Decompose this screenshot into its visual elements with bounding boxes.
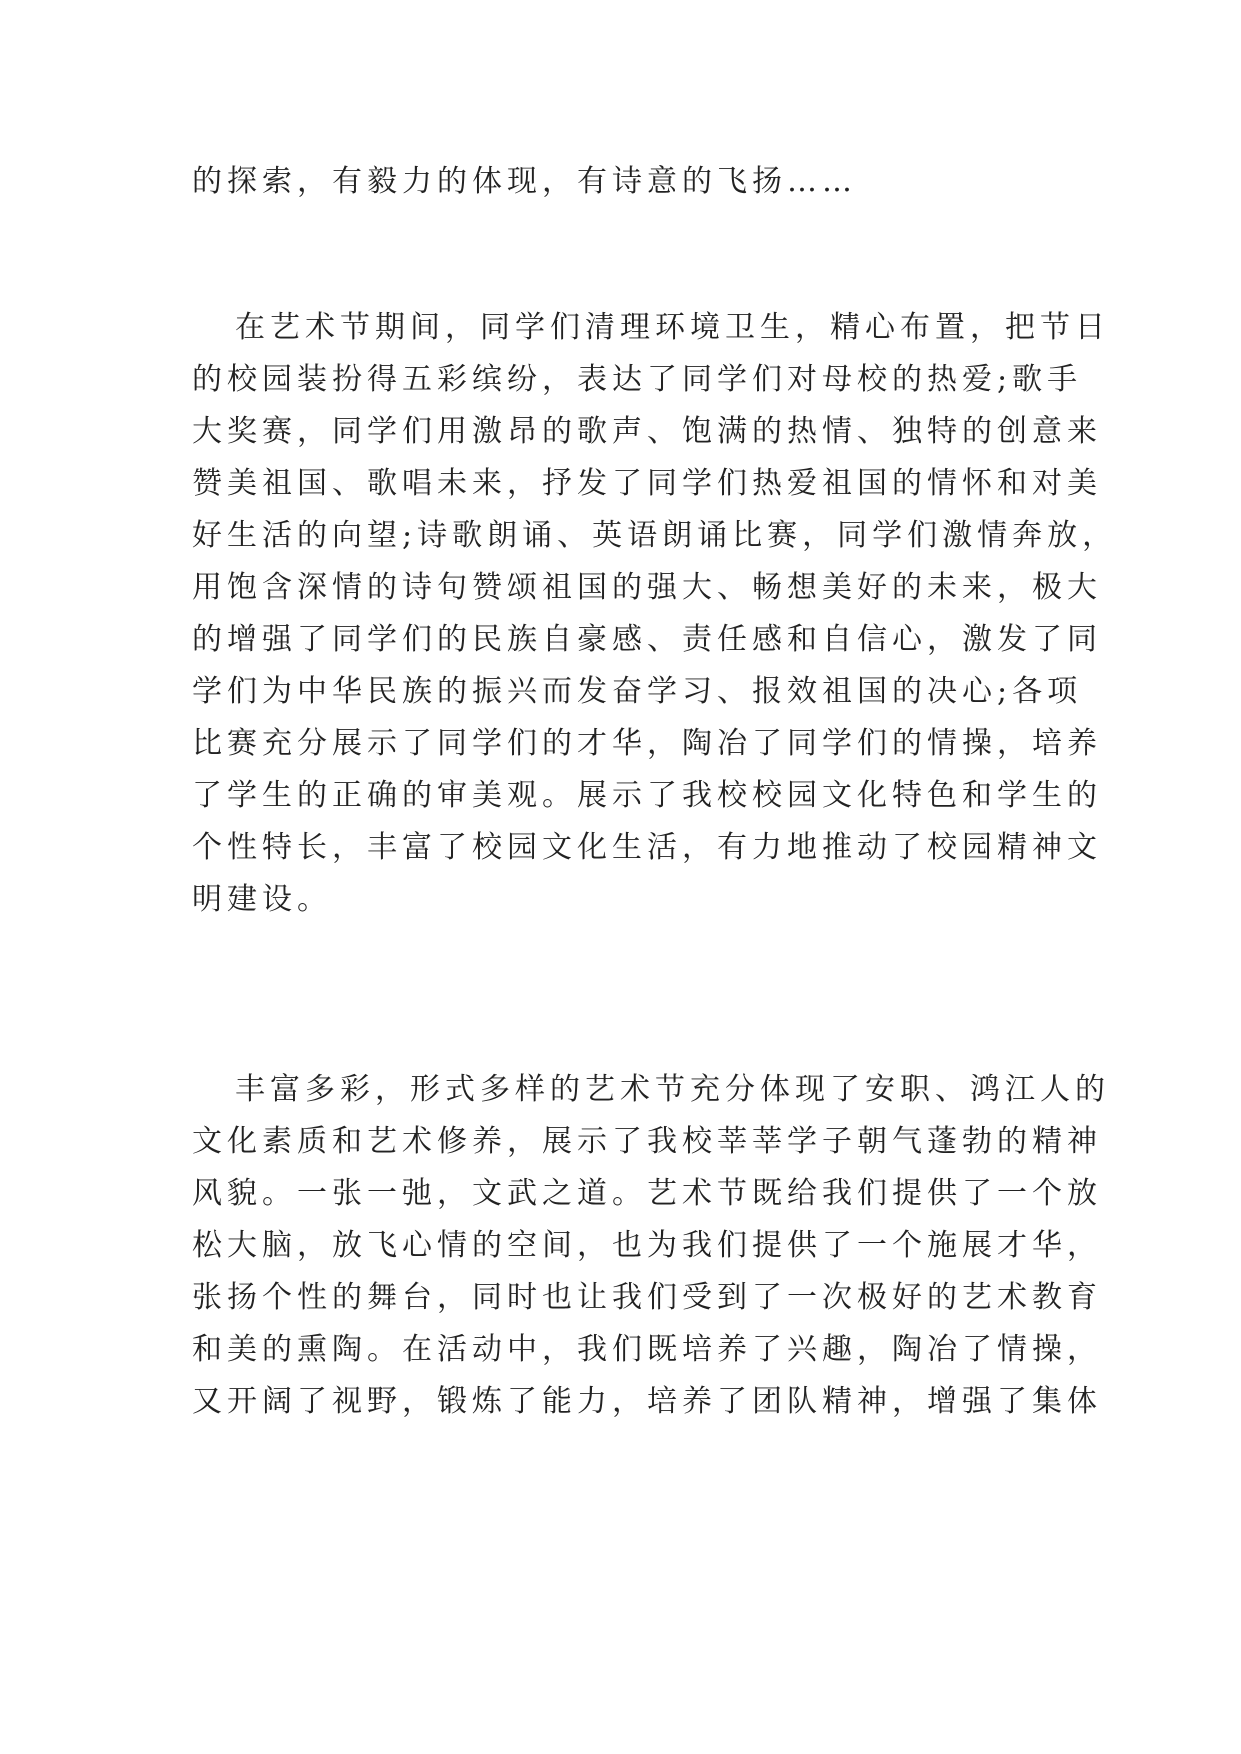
paragraph-line: 了学生的正确的审美观。展示了我校校园文化特色和学生的: [192, 778, 1102, 813]
paragraph-line: 的校园装扮得五彩缤纷，表达了同学们对母校的热爱;歌手: [192, 362, 1083, 397]
paragraph-line: 在艺术节期间，同学们清理环境卫生，精心布置，把节日: [235, 310, 1110, 345]
continuation-line: 的探索，有毅力的体现，有诗意的飞扬……: [192, 164, 857, 199]
paragraph-line: 丰富多彩，形式多样的艺术节充分体现了安职、鸿江人的: [235, 1072, 1110, 1107]
paragraph-line: 张扬个性的舞台，同时也让我们受到了一次极好的艺术教育: [192, 1280, 1102, 1315]
paragraph-line: 和美的熏陶。在活动中，我们既培养了兴趣，陶冶了情操，: [192, 1332, 1102, 1367]
paragraph-line: 松大脑，放飞心情的空间，也为我们提供了一个施展才华，: [192, 1228, 1102, 1263]
paragraph-line: 好生活的向望;诗歌朗诵、英语朗诵比赛，同学们激情奔放，: [192, 518, 1118, 553]
paragraph-line: 用饱含深情的诗句赞颂祖国的强大、畅想美好的未来，极大: [192, 570, 1102, 605]
paragraph-line: 赞美祖国、歌唱未来，抒发了同学们热爱祖国的情怀和对美: [192, 466, 1102, 501]
paragraph-line: 大奖赛，同学们用激昂的歌声、饱满的热情、独特的创意来: [192, 414, 1102, 449]
paragraph-line: 又开阔了视野，锻炼了能力，培养了团队精神，增强了集体: [192, 1384, 1102, 1419]
paragraph-line: 明建设。: [192, 882, 332, 917]
paragraph-line: 学们为中华民族的振兴而发奋学习、报效祖国的决心;各项: [192, 674, 1083, 709]
paragraph-line: 个性特长，丰富了校园文化生活，有力地推动了校园精神文: [192, 830, 1102, 865]
paragraph-line: 风貌。一张一弛，文武之道。艺术节既给我们提供了一个放: [192, 1176, 1102, 1211]
paragraph-line: 比赛充分展示了同学们的才华，陶冶了同学们的情操，培养: [192, 726, 1102, 761]
paragraph-line: 的增强了同学们的民族自豪感、责任感和自信心，激发了同: [192, 622, 1102, 657]
paragraph-line: 文化素质和艺术修养，展示了我校莘莘学子朝气蓬勃的精神: [192, 1124, 1102, 1159]
